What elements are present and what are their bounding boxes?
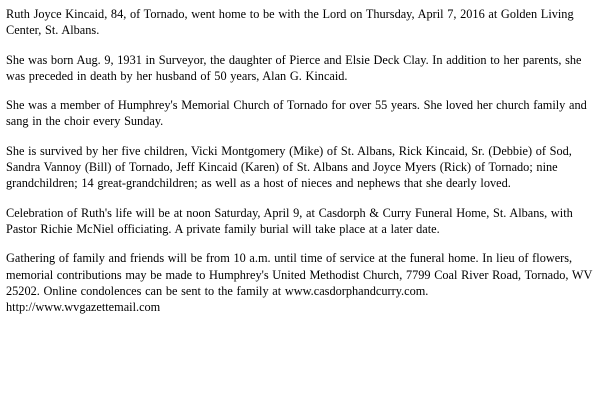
paragraph-2: She was born Aug. 9, 1931 in Surveyor, the daughter of Pierce and Elsie Deck Clay. In addition to her parents, she was preceded in death by her husband of 50 years, Alan G. Kincaid. [6, 52, 582, 83]
paragraph-5: Celebration of Ruth's life will be at noon Saturday, April 9, at Casdorph & Curry Funeral Home, St. Albans, with Pastor Richie McNiel officiating. A private family burial will take place at a later date. [6, 205, 573, 236]
paragraph-3: She was a member of Humphrey's Memorial Church of Tornado for over 55 years. She loved her church family and sang in the choir every Sunday. [6, 98, 587, 129]
paragraph-4: She is survived by her five children, Vicki Montgomery (Mike) of St. Albans, Rick Kincaid, Sr. (Debbie) of Sod, Sandra Vannoy (Bill) of Tornado, Jeff Kincaid (Karen) of St. Albans and Joyce Myers (Rick) of Tornado; nine grandchildren; 14 great-grandchildren; as well as a host of nieces and nephews that she dearly loved. [6, 143, 572, 191]
paragraph-6: Gathering of family and friends will be from 10 a.m. until time of service at the funeral home. In lieu of flowers, memorial contributions may be made to Humphrey's United Methodist Church, 7799 Coal River Road, Tornado, WV 25202. Online condolences can be sent to the family at www.casdorphandcurry.com. [6, 251, 593, 298]
source-url: http://www.wvgazettemail.com [6, 300, 161, 315]
paragraph-1: Ruth Joyce Kincaid, 84, of Tornado, went home to be with the Lord on Thursday, April 7, 2016 at Golden Living Center, St. Albans. [6, 7, 574, 38]
